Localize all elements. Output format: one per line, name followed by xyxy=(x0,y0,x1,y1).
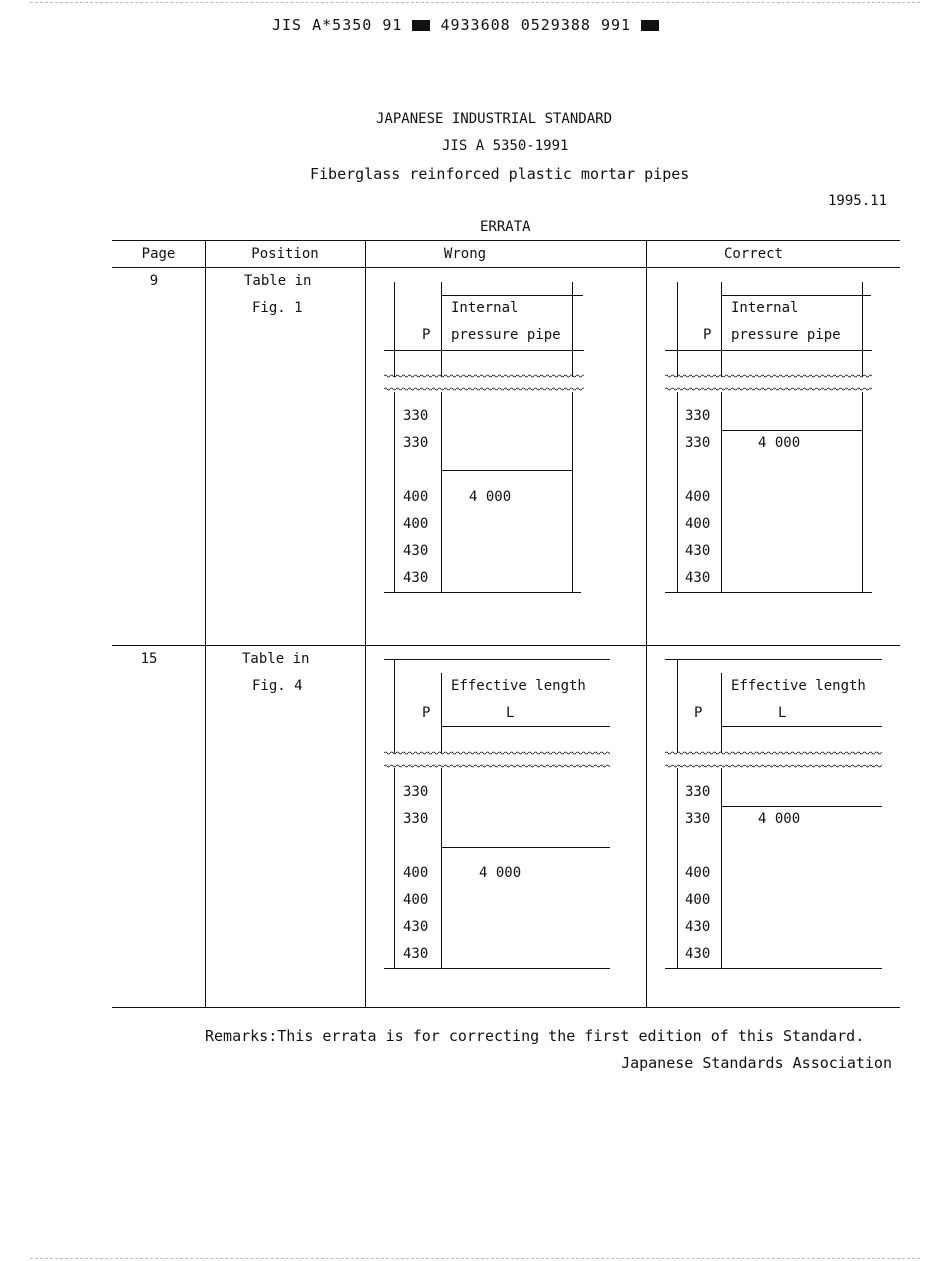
errata-date: 1995.11 xyxy=(828,193,888,209)
column-header-page: Page xyxy=(141,246,176,262)
publisher-name: Japanese Standards Association xyxy=(621,1054,892,1072)
column-header-correct: Correct xyxy=(723,246,783,262)
column-head-line2: L xyxy=(506,705,515,721)
wrong-value: 4 000 xyxy=(479,865,522,881)
column-head-line1: Effective length xyxy=(731,678,866,694)
table-top-rule xyxy=(112,240,900,241)
black-square-icon xyxy=(412,20,430,31)
remarks-text: Remarks:This errata is for correcting the first edition of this Standard. xyxy=(205,1027,865,1045)
table-header-rule xyxy=(112,267,900,268)
row-position-line2: Fig. 1 xyxy=(252,300,303,316)
column-head-line1: Effective length xyxy=(451,678,586,694)
p-label: P xyxy=(422,705,431,721)
errata-heading: ERRATA xyxy=(480,219,531,235)
p-label: P xyxy=(694,705,703,721)
p-value: 330 xyxy=(403,784,429,800)
correct-value: 4 000 xyxy=(758,435,801,451)
column-header-wrong: Wrong xyxy=(443,246,487,262)
wrong-value: 4 000 xyxy=(469,489,512,505)
column-header-position: Position xyxy=(251,246,319,262)
p-value: 400 xyxy=(403,892,429,908)
p-value: 430 xyxy=(403,946,429,962)
standard-number: JIS A 5350-1991 xyxy=(442,138,569,154)
column-divider xyxy=(365,240,366,1007)
row-position-line1: Table in xyxy=(242,651,310,667)
column-head-line1: Internal xyxy=(451,300,519,316)
p-value: 330 xyxy=(403,408,429,424)
code-prefix: JIS A*5350 91 xyxy=(272,16,403,34)
column-head-line2: pressure pipe xyxy=(451,327,561,343)
p-value: 400 xyxy=(685,489,711,505)
p-value: 400 xyxy=(685,516,711,532)
p-value: 330 xyxy=(685,435,711,451)
p-value: 430 xyxy=(685,543,711,559)
standard-title: Fiberglass reinforced plastic mortar pipes xyxy=(310,165,690,183)
p-value: 400 xyxy=(685,892,711,908)
p-value: 400 xyxy=(685,865,711,881)
p-label: P xyxy=(703,327,712,343)
p-value: 430 xyxy=(685,946,711,962)
p-value: 400 xyxy=(403,489,429,505)
row-position-line2: Fig. 4 xyxy=(252,678,303,694)
p-value: 430 xyxy=(685,570,711,586)
column-head-line2: L xyxy=(778,705,787,721)
p-value: 430 xyxy=(685,919,711,935)
standard-heading: JAPANESE INDUSTRIAL STANDARD xyxy=(376,111,613,127)
p-value: 400 xyxy=(403,865,429,881)
table-bottom-rule xyxy=(112,1007,900,1008)
p-value: 400 xyxy=(403,516,429,532)
code-middle: 4933608 0529388 991 xyxy=(440,16,632,34)
table-row-divider xyxy=(112,645,900,646)
p-value: 430 xyxy=(403,570,429,586)
p-value: 330 xyxy=(403,435,429,451)
p-label: P xyxy=(422,327,431,343)
row-page-number: 9 xyxy=(149,273,159,289)
p-value: 430 xyxy=(403,919,429,935)
p-value: 330 xyxy=(685,408,711,424)
correct-value: 4 000 xyxy=(758,811,801,827)
row-position-line1: Table in xyxy=(244,273,312,289)
column-divider xyxy=(205,240,206,1007)
column-divider xyxy=(646,240,647,1007)
p-value: 430 xyxy=(403,543,429,559)
column-head-line1: Internal xyxy=(731,300,799,316)
row-page-number: 15 xyxy=(140,651,158,667)
document-code-line xyxy=(272,16,659,34)
p-value: 330 xyxy=(685,784,711,800)
p-value: 330 xyxy=(685,811,711,827)
column-head-line2: pressure pipe xyxy=(731,327,841,343)
p-value: 330 xyxy=(403,811,429,827)
black-square-icon xyxy=(641,20,659,31)
